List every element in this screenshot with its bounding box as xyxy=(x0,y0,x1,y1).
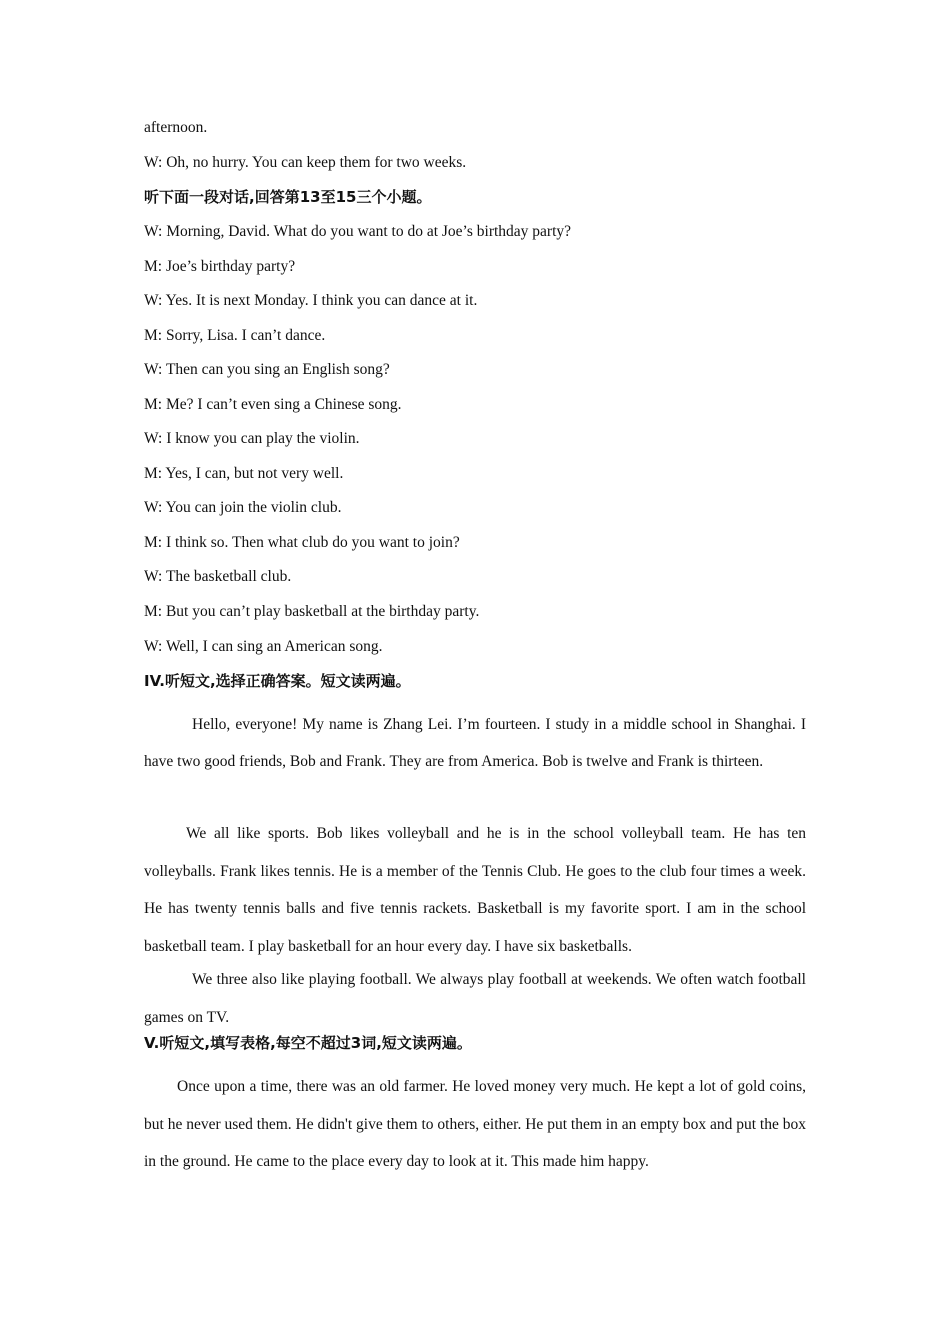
section-heading-13-15: 听下面一段对话,回答第13至15三个小题。 xyxy=(144,188,432,206)
dialogue-line: W: Then can you sing an English song? xyxy=(144,361,390,378)
dialogue-line: W: You can join the violin club. xyxy=(144,499,342,516)
dialogue-line: M: But you can’t play basketball at the birthday party. xyxy=(144,603,480,620)
section-heading-v: V.听短文,填写表格,每空不超过3词,短文读两遍。 xyxy=(144,1034,472,1052)
dialogue-line: M: Me? I can’t even sing a Chinese song. xyxy=(144,396,402,413)
passage-paragraph: We all like sports. Bob likes volleyball and he is in the school volleyball team. He has ten volleyballs. Frank likes tennis. He is a member of the Tennis Club. He goes to the club four times a week. He has twenty tennis balls and five tennis rackets. Basketball is my favorite sport. I am in the school basketball team. I play basketball for an hour every day. I have six basketballs. xyxy=(144,825,806,955)
dialogue-line: M: I think so. Then what club do you want to join? xyxy=(144,534,460,551)
passage-paragraph: Hello, everyone! My name is Zhang Lei. I’m fourteen. I study in a middle school in Shanghai. I have two good friends, Bob and Frank. They are from America. Bob is twelve and Frank is thirteen. xyxy=(144,716,806,770)
dialogue-line: afternoon. xyxy=(144,119,208,136)
dialogue-line: M: Sorry, Lisa. I can’t dance. xyxy=(144,327,326,344)
dialogue-line: M: Yes, I can, but not very well. xyxy=(144,465,344,482)
dialogue-line: W: I know you can play the violin. xyxy=(144,430,360,447)
dialogue-line: W: Well, I can sing an American song. xyxy=(144,638,383,655)
passage-paragraph: We three also like playing football. We always play football at weekends. We often watch football games on TV. xyxy=(144,971,806,1026)
dialogue-line: W: Yes. It is next Monday. I think you can dance at it. xyxy=(144,292,478,309)
dialogue-line: W: Morning, David. What do you want to do at Joe’s birthday party? xyxy=(144,223,572,240)
passage-paragraph: Once upon a time, there was an old farmer. He loved money very much. He kept a lot of gold coins, but he never used them. He didn't give them to others, either. He put them in an empty box and put the box in the ground. He came to the place every day to look at it. This made him happy. xyxy=(144,1078,806,1170)
dialogue-line: M: Joe’s birthday party? xyxy=(144,258,296,275)
section-heading-iv: IV.听短文,选择正确答案。短文读两遍。 xyxy=(144,672,411,690)
dialogue-line: W: The basketball club. xyxy=(144,568,292,585)
dialogue-line: W: Oh, no hurry. You can keep them for two weeks. xyxy=(144,154,467,171)
